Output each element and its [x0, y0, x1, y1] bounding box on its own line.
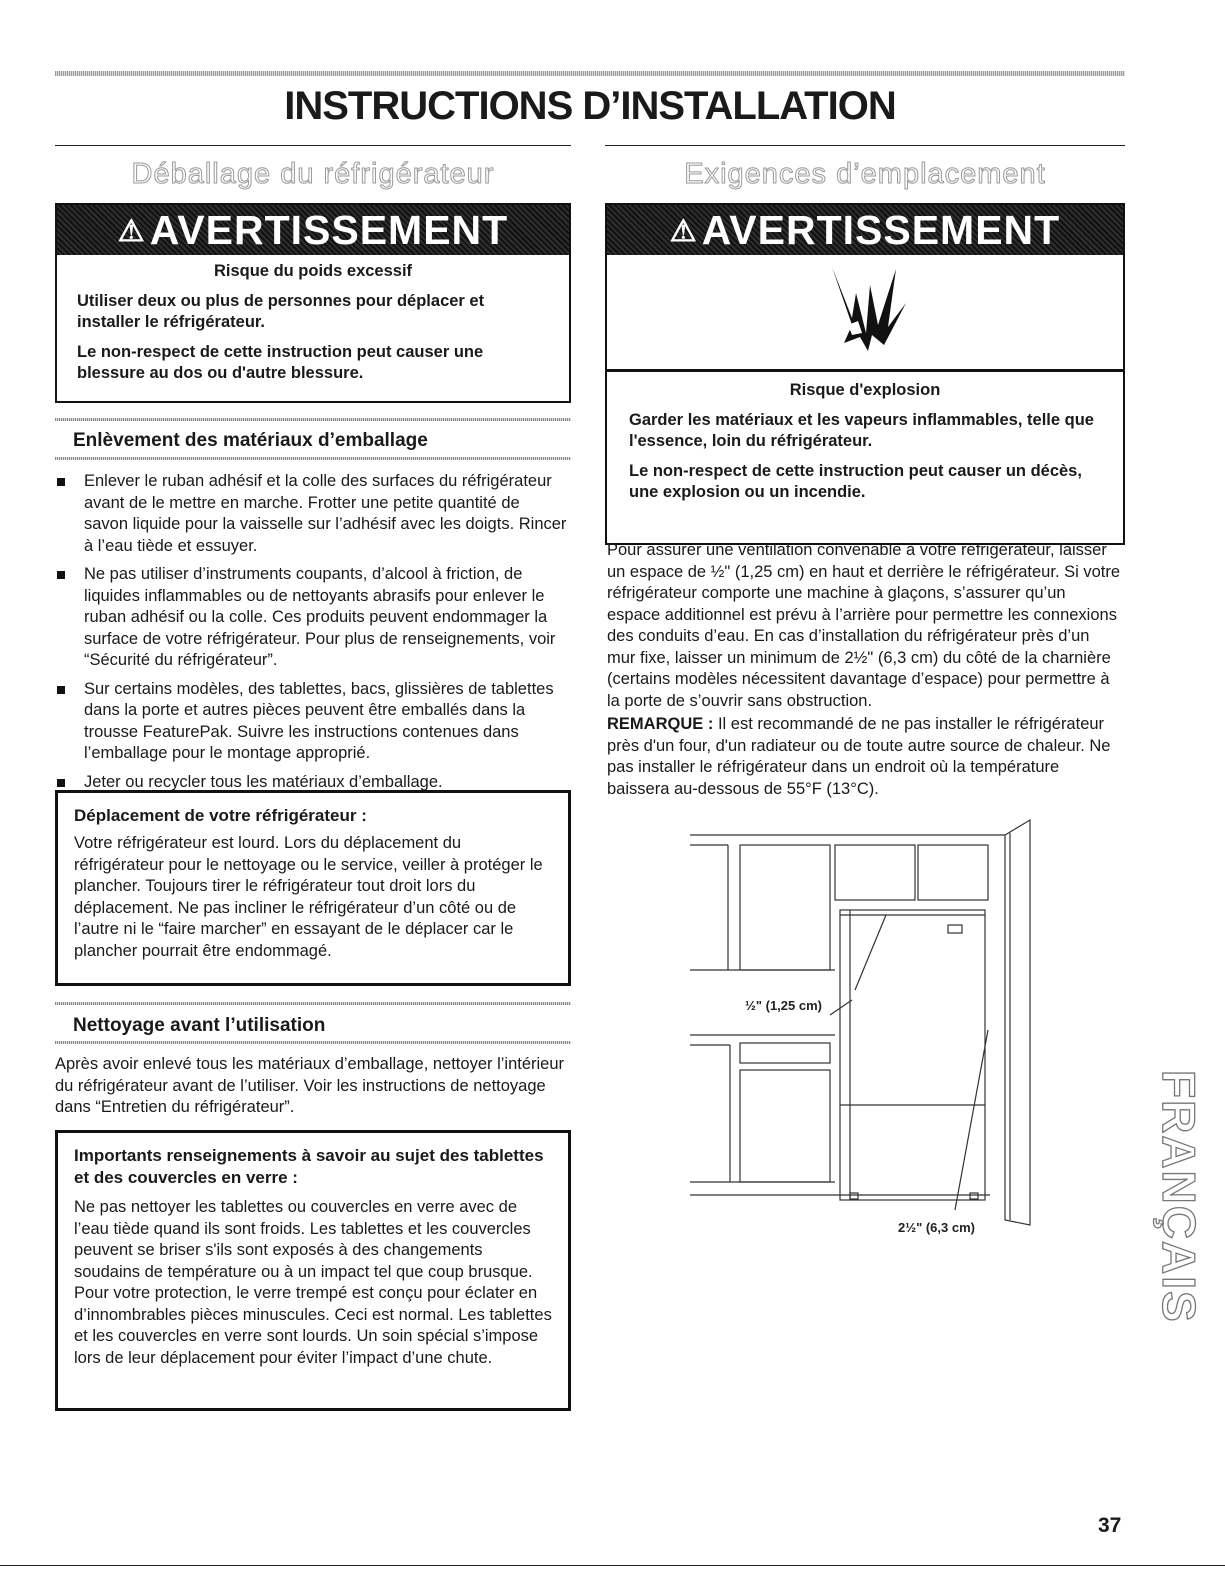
top-clearance-label: ½" (1,25 cm)	[745, 998, 822, 1013]
right-section-rule	[605, 145, 1125, 146]
note-text: Il est recommandé de ne pas installer le réfrigérateur près d'un four, d'un radiateur ou de toute autre source de chaleur. Ne pas installer le réfrigérateur dans un endroit où la température baissera au-dessous de 55°F (13°C).	[607, 715, 1111, 798]
warning-line2: Le non-respect de cette instruction peut causer un décès, une explosion ou un incendie.	[629, 462, 1082, 501]
warning-banner: ⚠AVERTISSEMENT	[607, 205, 1123, 255]
explosion-icon	[822, 263, 912, 355]
right-section-title: Exigences d’emplacement	[684, 158, 1046, 190]
top-rule	[55, 71, 1125, 76]
explosion-icon-area	[607, 255, 1123, 372]
moving-box	[55, 790, 571, 986]
list-item: Enlever le ruban adhésif et la colle des surfaces du réfrigérateur avant de le mettre en marche. Frotter une petite quantité de savon liquide pour la vaisselle sur l’adhésif avec les doigts. Rincer à l’eau tiède et essuyer.	[55, 471, 567, 557]
warning-heading: Risque du poids excessif	[213, 262, 413, 280]
dotted-rule	[55, 418, 571, 421]
left-section-rule	[55, 145, 571, 146]
list-item: Ne pas utiliser d’instruments coupants, d’alcool à friction, de liquides inflammables ou de nettoyants abrasifs pour enlever le ruban adhésif ou la colle. Ces produits peuvent endommager la surface de votre réfrigérateur. Pour plus de renseignements, voir “Sécurité du réfrigérateur”.	[55, 564, 567, 672]
moving-box-title: Déplacement de votre réfrigérateur :	[74, 806, 367, 825]
warning-line1: Utiliser deux ou plus de personnes pour déplacer et installer le réfrigérateur.	[77, 292, 485, 331]
dotted-rule	[55, 457, 571, 460]
bullet-square-icon	[57, 686, 65, 694]
bottom-rule	[0, 1565, 1225, 1566]
note-paragraph	[607, 714, 1121, 800]
cleaning-heading: Nettoyage avant l’utilisation	[73, 1015, 326, 1036]
bullet-square-icon	[57, 779, 65, 787]
side-clearance-label: 2½" (6,3 cm)	[898, 1220, 975, 1235]
language-tab	[1145, 1070, 1205, 1360]
list-item: Jeter ou recycler tous les matériaux d’emballage.	[55, 772, 567, 794]
weight-warning-box	[55, 203, 571, 403]
explosion-warning-box	[605, 203, 1125, 545]
cleaning-text: Après avoir enlevé tous les matériaux d’emballage, nettoyer l’intérieur du réfrigérateur avant de l’utiliser. Voir les instructions de nettoyage dans “Entretien du réfrigérateur”.	[55, 1055, 565, 1116]
list-item: Sur certains modèles, des tablettes, bacs, glissières de tablettes dans la porte et autres pièces peuvent être emballés dans la trousse FeaturePak. Suivre les instructions contenues dans l’emballage pour le montage approprié.	[55, 679, 567, 765]
glass-box	[55, 1130, 571, 1411]
packaging-list	[55, 471, 567, 800]
page-title: INSTRUCTIONS D’INSTALLATION	[284, 84, 896, 128]
clearance-diagram	[690, 815, 1040, 1235]
warning-heading: Risque d'explosion	[789, 381, 941, 399]
warning-line1: Garder les matériaux et les vapeurs inflammables, telle que l'essence, loin du réfrigérateur.	[629, 411, 1094, 450]
ventilation-text: Pour assurer une ventilation convenable à votre réfrigérateur, laisser un espace de ½" (1,25 cm) en haut et derrière le réfrigérateur. Si votre réfrigérateur comporte une machine à glaçons, s’assurer qu’un espace additionnel est prévu à l’arrière pour permettre les connexions des conduits d’eau. En cas d’installation du réfrigérateur près d’un mur fixe, laisser un minimum de 2½" (6,3 cm) du côté de la charnière (certains modèles nécessitent davantage d’espace) pour permettre à la porte de s’ouvrir sans obstruction.	[607, 541, 1121, 710]
moving-box-text: Votre réfrigérateur est lourd. Lors du déplacement du réfrigérateur pour le nettoyage ou le service, veiller à protéger le plancher. Toujours tirer le réfrigérateur tout droit lors du déplacement. Ne pas incliner le réfrigérateur d’un côté ou de l’autre ni le “faire marcher” en essayant de le déplacer car le plancher pourrait être endommagé.	[74, 834, 543, 960]
warning-triangle-icon: ⚠	[117, 215, 146, 248]
glass-box-title: Importants renseignements à savoir au sujet des tablettes et des couvercles en verre :	[74, 1146, 544, 1187]
packaging-heading: Enlèvement des matériaux d’emballage	[73, 430, 428, 451]
warning-banner: ⚠AVERTISSEMENT	[57, 205, 569, 255]
glass-box-text: Ne pas nettoyer les tablettes ou couvercles en verre avec de l’eau tiède quand ils sont froids. Les tablettes et les couvercles peuvent se briser s'ils sont exposés à des changements soudains de température ou à un impact tel que coup brusque. Pour votre protection, le verre trempé est conçu pour éclater en d’innombrables pièces minuscules. Ceci est normal. Les tablettes et les couvercles en verre sont lourds. Un soin spécial s’impose lors de leur déplacement pour éviter l’impact d’une chute.	[74, 1198, 552, 1367]
note-label: REMARQUE :	[607, 715, 714, 733]
dotted-rule	[55, 1041, 571, 1044]
left-section-title: Déballage du réfrigérateur	[131, 158, 495, 190]
page-number: 37	[1098, 1514, 1122, 1537]
dotted-rule	[55, 1002, 571, 1005]
warning-triangle-icon: ⚠	[669, 215, 698, 248]
bullet-square-icon	[57, 571, 65, 579]
warning-line2: Le non-respect de cette instruction peut causer une blessure au dos ou d'autre blessure.	[77, 343, 484, 382]
bullet-square-icon	[57, 478, 65, 486]
language-tab-text: FRANÇAIS	[1153, 1070, 1205, 1324]
